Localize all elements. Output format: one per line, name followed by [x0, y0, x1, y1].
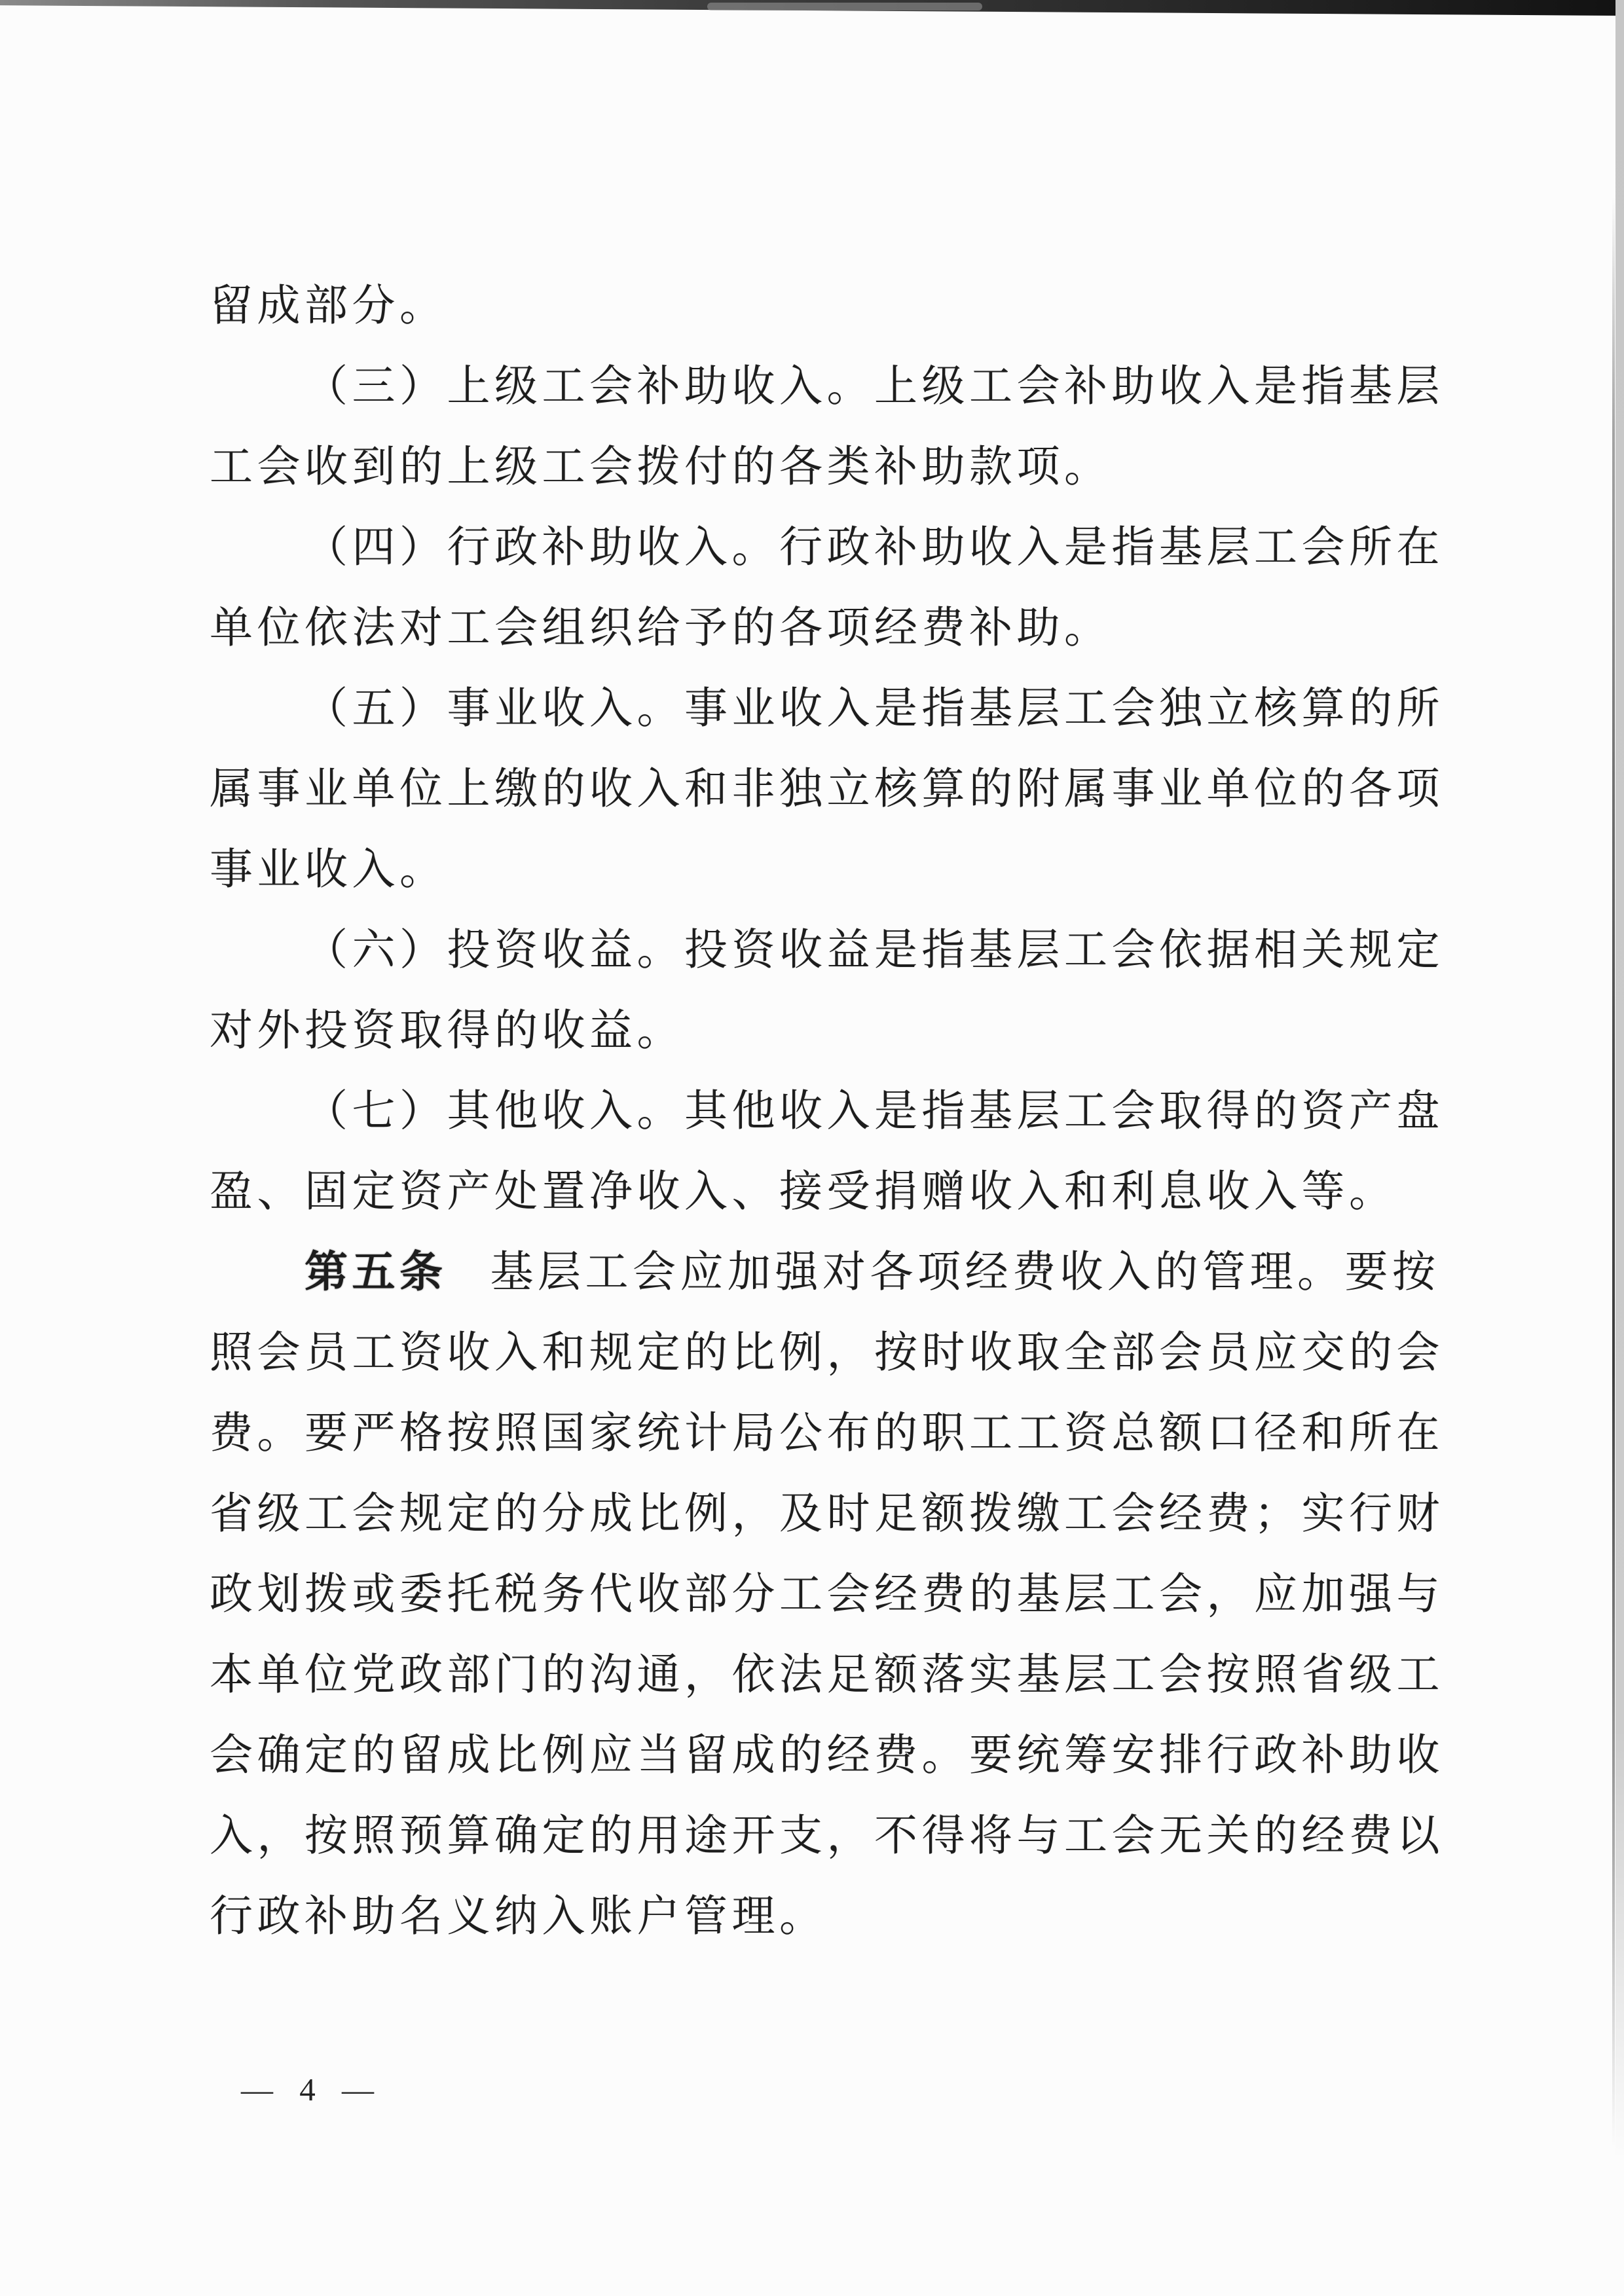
document-line: 照会员工资收入和规定的比例，按时收取全部会员应交的会 — [210, 1329, 1444, 1377]
article-number-label: 第五条 — [304, 1248, 447, 1296]
document-line: 事业收入。 — [210, 846, 447, 894]
page-number-footer: — 4 — — [241, 2071, 383, 2107]
document-line: 本单位党政部门的沟通，依法足额落实基层工会按照省级工 — [210, 1651, 1444, 1699]
document-line: （三）上级工会补助收入。上级工会补助收入是指基层 — [304, 363, 1444, 410]
document-line: 政划拨或委托税务代收部分工会经费的基层工会，应加强与 — [210, 1571, 1444, 1618]
article-body-text: 基层工会应加强对各项经费收入的管理。要按 — [490, 1248, 1440, 1296]
document-line: 单位依法对工会组织给予的各项经费补助。 — [210, 604, 1112, 652]
document-line: 属事业单位上缴的收入和非独立核算的附属事业单位的各项 — [210, 765, 1444, 813]
document-line: 会确定的留成比例应当留成的经费。要统筹安排行政补助收 — [210, 1732, 1444, 1779]
document-line: 留成部分。 — [210, 282, 447, 330]
document-line: 盈、固定资产处置净收入、接受捐赠收入和利息收入等。 — [210, 1168, 1397, 1216]
document-line: 对外投资取得的收益。 — [210, 1007, 684, 1055]
document-body — [210, 266, 1454, 1957]
document-line: 工会收到的上级工会拨付的各类补助款项。 — [210, 443, 1112, 491]
document-line-article-5 — [210, 1232, 1454, 1313]
document-line: 行政补助名义纳入账户管理。 — [210, 1893, 827, 1941]
document-line: （四）行政补助收入。行政补助收入是指基层工会所在 — [304, 524, 1444, 572]
document-line: （七）其他收入。其他收入是指基层工会取得的资产盘 — [304, 1087, 1444, 1135]
document-line: （六）投资收益。投资收益是指基层工会依据相关规定 — [304, 926, 1444, 974]
document-line: （五）事业收入。事业收入是指基层工会独立核算的所 — [304, 685, 1444, 733]
document-line: 省级工会规定的分成比例，及时足额拨缴工会经费；实行财 — [210, 1490, 1444, 1538]
scan-artifact-top-smudge — [707, 3, 982, 10]
scan-artifact-right-strip — [1615, 0, 1624, 2160]
scan-artifact-right-line — [1612, 196, 1615, 2147]
document-line: 费。要严格按照国家统计局公布的职工工资总额口径和所在 — [210, 1410, 1444, 1457]
document-line: 入，按照预算确定的用途开支，不得将与工会无关的经费以 — [210, 1812, 1444, 1860]
